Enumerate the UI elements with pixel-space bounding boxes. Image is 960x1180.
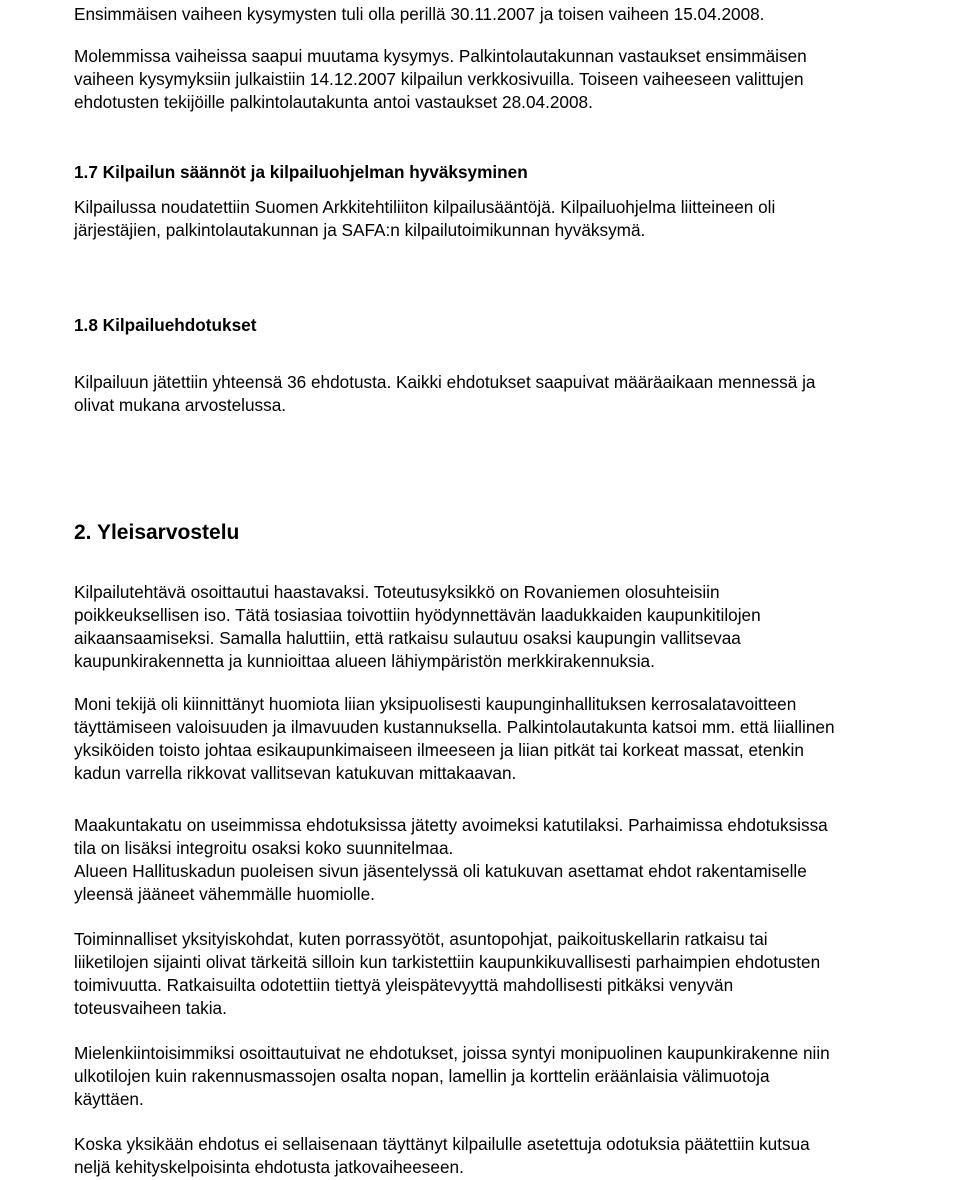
text-line: kadun varrella rikkovat vallitsevan katukuvan mittakaavan. — [74, 763, 517, 783]
section-2-paragraph-1 — [74, 581, 761, 673]
section-2-paragraph-5 — [74, 1042, 830, 1111]
text-line: Toiminnalliset yksityiskohdat, kuten porrassyötöt, asuntopohjat, paikoituskellarin ratkaisu tai — [74, 929, 768, 949]
section-1-8-paragraph — [74, 371, 815, 417]
text-line: ulkotilojen kuin rakennusmassojen osalta nopan, lamellin ja korttelin eräänlaisia välimuotoja — [74, 1066, 770, 1086]
section-2-paragraph-4 — [74, 928, 820, 1020]
text-line: poikkeuksellisen iso. Tätä tosiasiaa toivottiin hyödynnettävän laadukkaiden kaupunkitilojen — [74, 605, 761, 625]
text-line: Molemmissa vaiheissa saapui muutama kysymys. Palkintolautakunnan vastaukset ensimmäisen — [74, 46, 807, 66]
text-line: vaiheen kysymyksiin julkaistiin 14.12.2007 kilpailun verkkosivuilla. Toiseen vaiheeseen valittujen — [74, 69, 804, 89]
section-2-paragraph-6 — [74, 1133, 810, 1179]
text-line: tila on lisäksi integroitu osaksi koko suunnitelmaa. — [74, 838, 454, 858]
text-line: Alueen Hallituskadun puoleisen sivun jäsentelyssä oli katukuvan asettamat ehdot rakentamiselle — [74, 861, 807, 881]
text-line: Ensimmäisen vaiheen kysymysten tuli olla perillä 30.11.2007 ja toisen vaiheen 15.04.2008. — [74, 4, 765, 24]
section-1-8-heading: 1.8 Kilpailuehdotukset — [74, 315, 257, 335]
text-line: Kilpailuun jätettiin yhteensä 36 ehdotusta. Kaikki ehdotukset saapuivat määräaikaan mennessä ja — [74, 372, 816, 392]
text-line: toimivuutta. Ratkaisuilta odotettiin tiettyä yleispätevyyttä mahdollisesti pitkäksi venyvän — [74, 975, 734, 995]
section-2-paragraph-3 — [74, 814, 828, 906]
text-line: täyttämiseen valoisuuden ja ilmavuuden kustannuksella. Palkintolautakunta katsoi mm. että liiallinen — [74, 717, 835, 737]
text-line: Maakuntakatu on useimmissa ehdotuksissa jätetty avoimeksi katutilaksi. Parhaimissa ehdotuksissa — [74, 815, 828, 835]
text-line: käyttäen. — [74, 1089, 144, 1109]
text-line: Kilpailutehtävä osoittautui haastavaksi. Toteutusyksikkö on Rovaniemen olosuhteisiin — [74, 582, 720, 602]
text-line: Mielenkiintoisimmiksi osoittautuivat ne ehdotukset, joissa syntyi monipuolinen kaupunkirakenne niin — [74, 1043, 830, 1063]
text-line: järjestäjien, palkintolautakunnan ja SAFA:n kilpailutoimikunnan hyväksymä. — [74, 220, 646, 240]
text-line: yleensä jääneet vähemmälle huomiolle. — [74, 884, 375, 904]
text-line: neljä kehityskelpoisinta ehdotusta jatkovaiheeseen. — [74, 1157, 464, 1177]
text-line: toteusvaiheen takia. — [74, 998, 227, 1018]
text-line: yksiköiden toisto johtaa esikaupunkimaiseen ilmeeseen ja liian pitkät tai korkeat massat, etenkin — [74, 740, 804, 760]
section-2-paragraph-2 — [74, 693, 835, 785]
text-line: olivat mukana arvostelussa. — [74, 395, 287, 415]
text-line: kaupunkirakennetta ja kunnioittaa alueen lähiympäristön merkkirakennuksia. — [74, 651, 655, 671]
section-1-7-heading: 1.7 Kilpailun säännöt ja kilpailuohjelman hyväksyminen — [74, 162, 528, 182]
text-line: Kilpailussa noudatettiin Suomen Arkkitehtiliiton kilpailusääntöjä. Kilpailuohjelma liitteineen oli — [74, 197, 776, 217]
text-line: Koska yksikään ehdotus ei sellaisenaan täyttänyt kilpailulle asetettuja odotuksia päätettiin kutsua — [74, 1134, 810, 1154]
section-2-heading: 2. Yleisarvostelu — [74, 521, 240, 544]
intro-paragraph-1 — [74, 3, 764, 26]
text-line: Moni tekijä oli kiinnittänyt huomiota liian yksipuolisesti kaupunginhallituksen kerrosalatavoitteen — [74, 694, 797, 714]
section-1-7-paragraph — [74, 196, 775, 242]
intro-paragraph-2 — [74, 45, 807, 114]
text-line: liiketilojen sijainti olivat tärkeitä silloin kun tarkistettiin kaupunkikuvallisesti parhaimpien ehdotusten — [74, 952, 821, 972]
text-line: ehdotusten tekijöille palkintolautakunta antoi vastaukset 28.04.2008. — [74, 92, 593, 112]
text-line: aikaansaamiseksi. Samalla haluttiin, että ratkaisu sulautuu osaksi kaupungin vallitsevaa — [74, 628, 741, 648]
